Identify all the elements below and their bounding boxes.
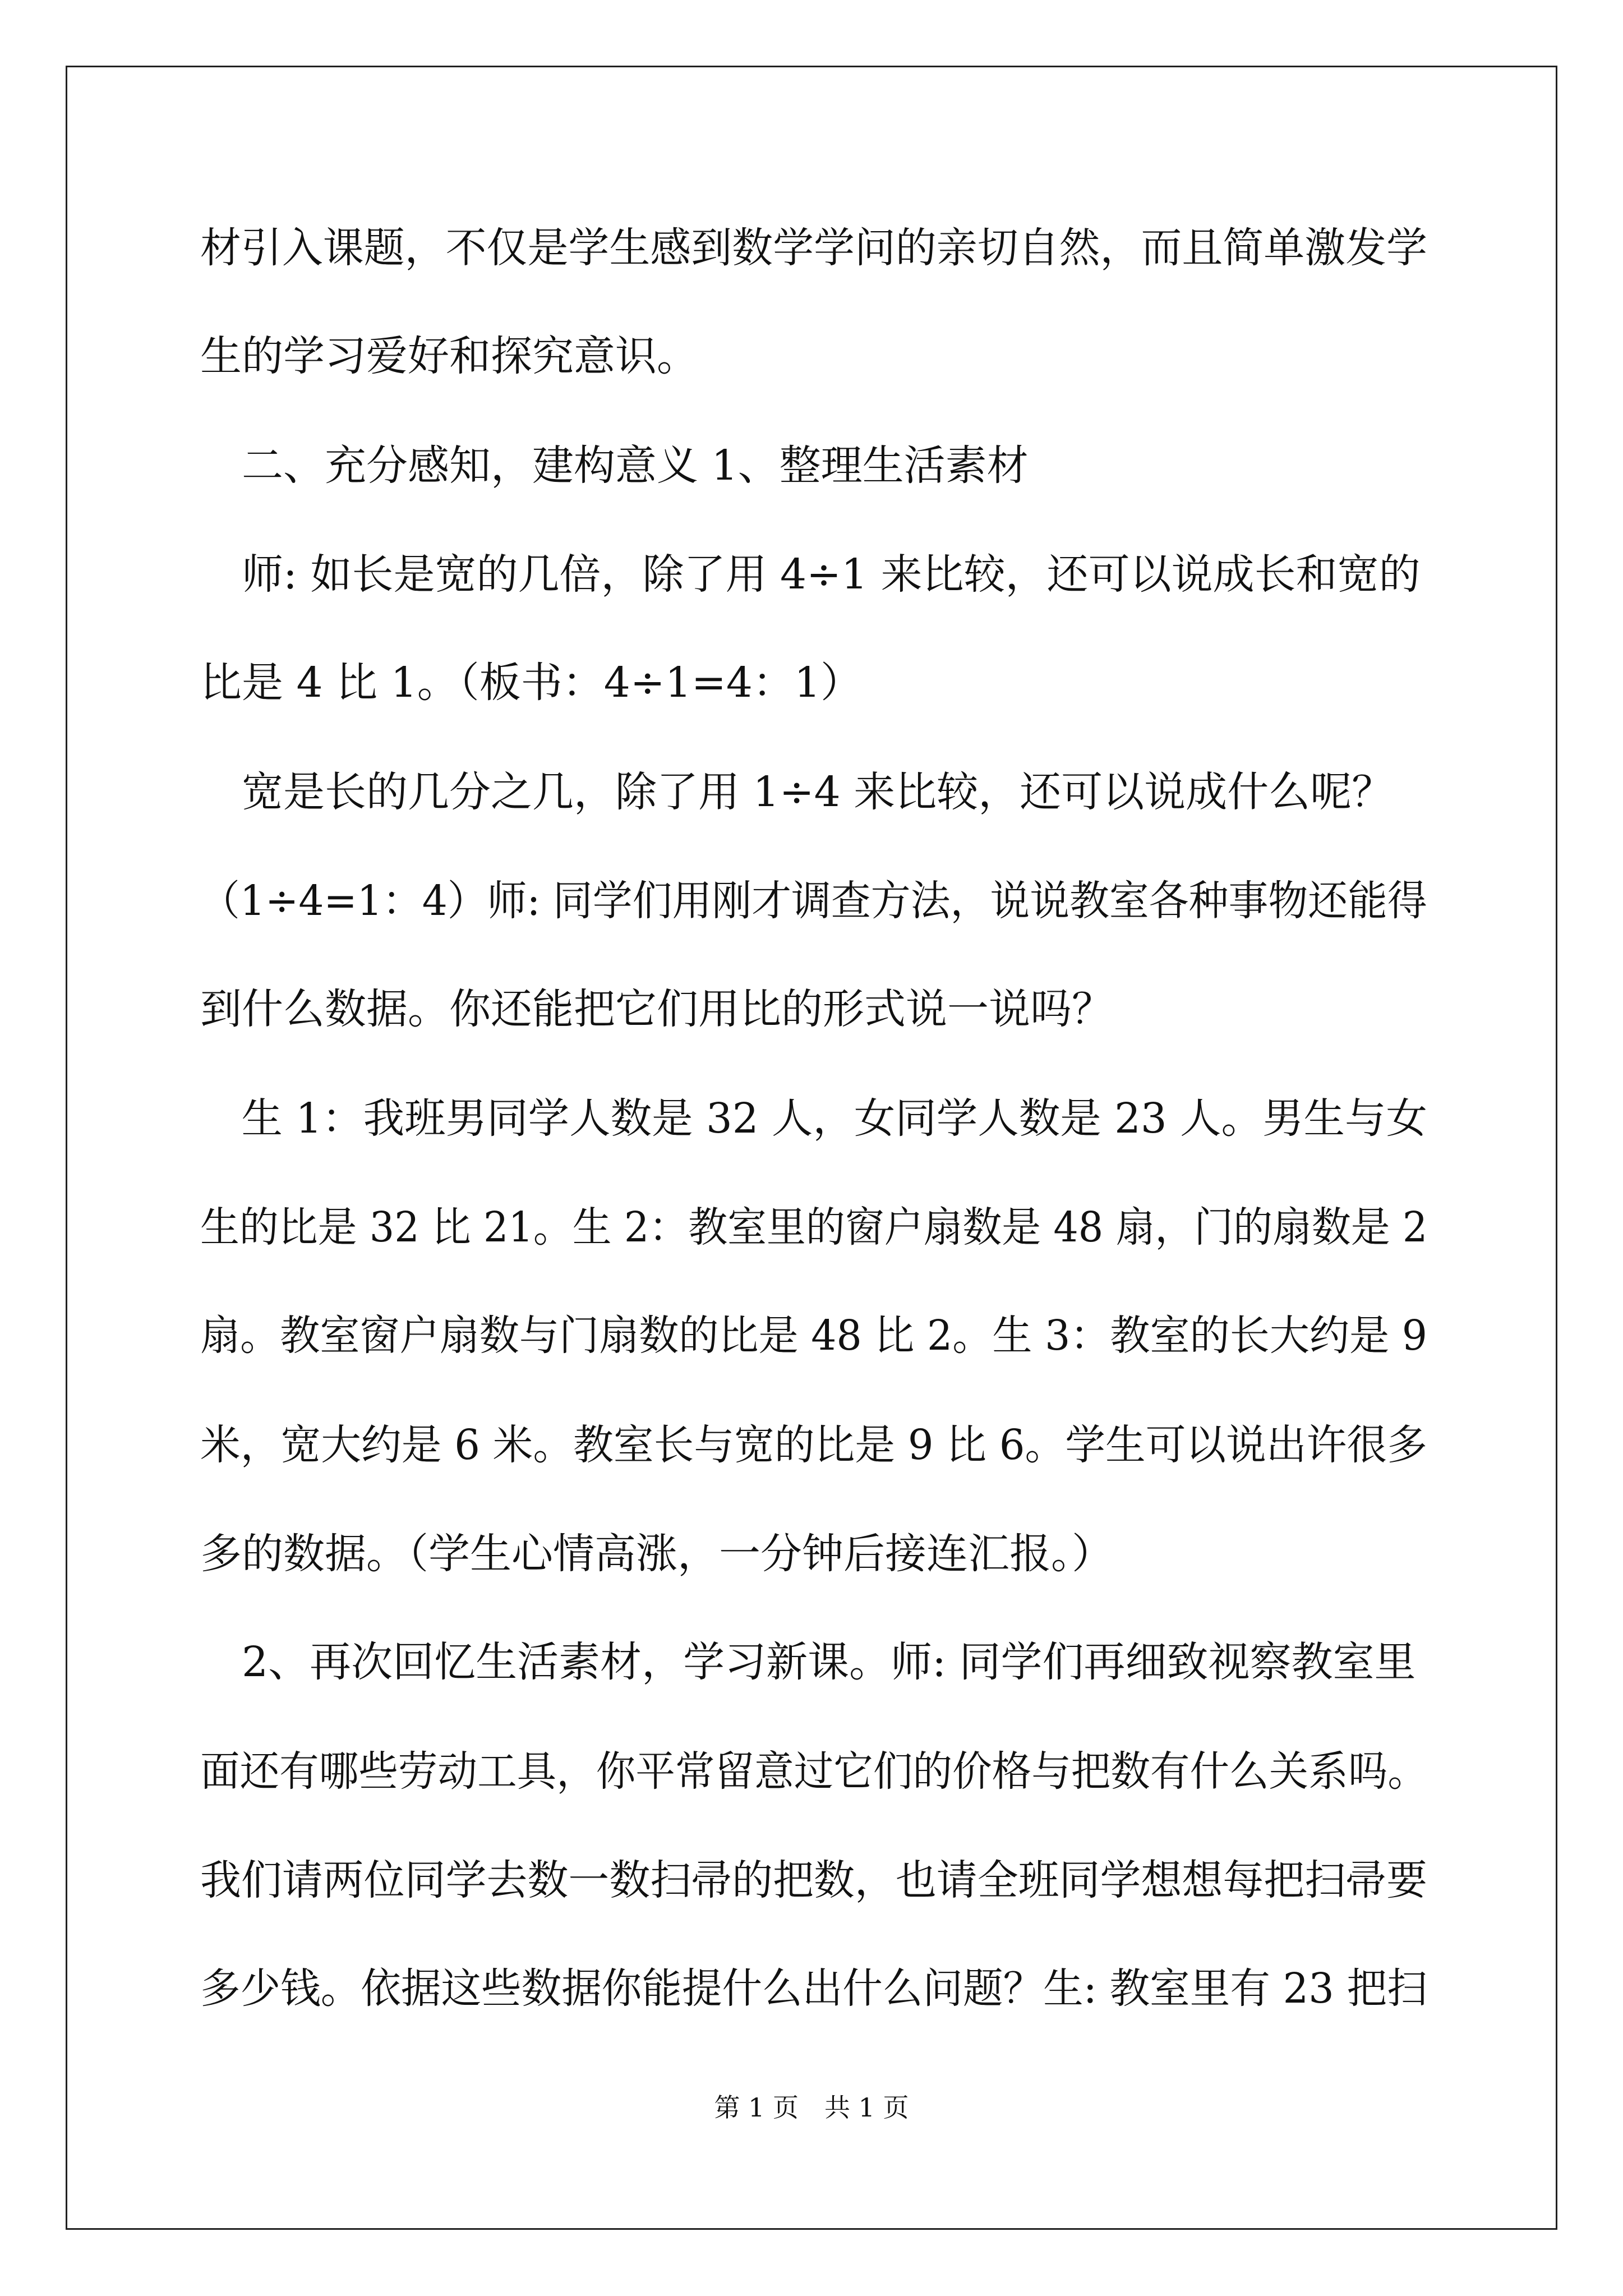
text-line-4: 师: 如长是宽的几倍，除了用 4÷1 来比较，还可以说成长和宽的 — [200, 550, 1421, 599]
text-line-5: 比是 4 比 1。（板书：4÷1=4：1） — [200, 659, 863, 707]
text-line-11: 扇。教室窗户扇数与门扇数的比是 48 比 2。生 3：教室的长大约是 9 — [200, 1312, 1428, 1360]
text-line-7: （1÷4=1：4）师: 同学们用刚才调查方法，说说教室各种事物还能得 — [200, 877, 1427, 925]
text-line-14: 2、再次回忆生活素材，学习新课。师: 同学们再细致视察教室里 — [200, 1638, 1416, 1686]
text-line-17: 多少钱。依据这些数据你能提什么出什么问题？生: 教室里有 23 把扫 — [200, 1964, 1427, 2013]
text-line-2: 生的学习爱好和探究意识。 — [200, 332, 698, 380]
text-line-12: 米，宽大约是 6 米。教室长与宽的比是 9 比 6。学生可以说出许很多 — [200, 1421, 1427, 1469]
text-line-13: 多的数据。（学生心情高涨，一分钟后接连汇报。） — [200, 1530, 1113, 1578]
page-number-footer: 第 1 页 共 1 页 — [714, 2092, 909, 2123]
text-line-3: 二、充分感知，建构意义 1、整理生活素材 — [200, 441, 1029, 490]
text-line-10: 生的比是 32 比 21。生 2：教室里的窗户扇数是 48 扇，门的扇数是 2 — [200, 1203, 1428, 1251]
text-line-9: 生 1：我班男同学人数是 32 人，女同学人数是 23 人。男生与女 — [200, 1094, 1428, 1143]
text-line-6: 宽是长的几分之几，除了用 1÷4 来比较，还可以说成什么呢？ — [200, 768, 1394, 816]
text-line-8: 到什么数据。你还能把它们用比的形式说一说吗？ — [200, 985, 1113, 1033]
text-line-15: 面还有哪些劳动工具，你平常留意过它们的价格与把数有什么关系吗。 — [200, 1747, 1427, 1796]
text-line-1: 材引入课题，不仅是学生感到数学学问的亲切自然，而且简单激发学 — [200, 224, 1427, 272]
text-line-16: 我们请两位同学去数一数扫帚的把数，也请全班同学想想每把扫帚要 — [200, 1856, 1427, 1904]
